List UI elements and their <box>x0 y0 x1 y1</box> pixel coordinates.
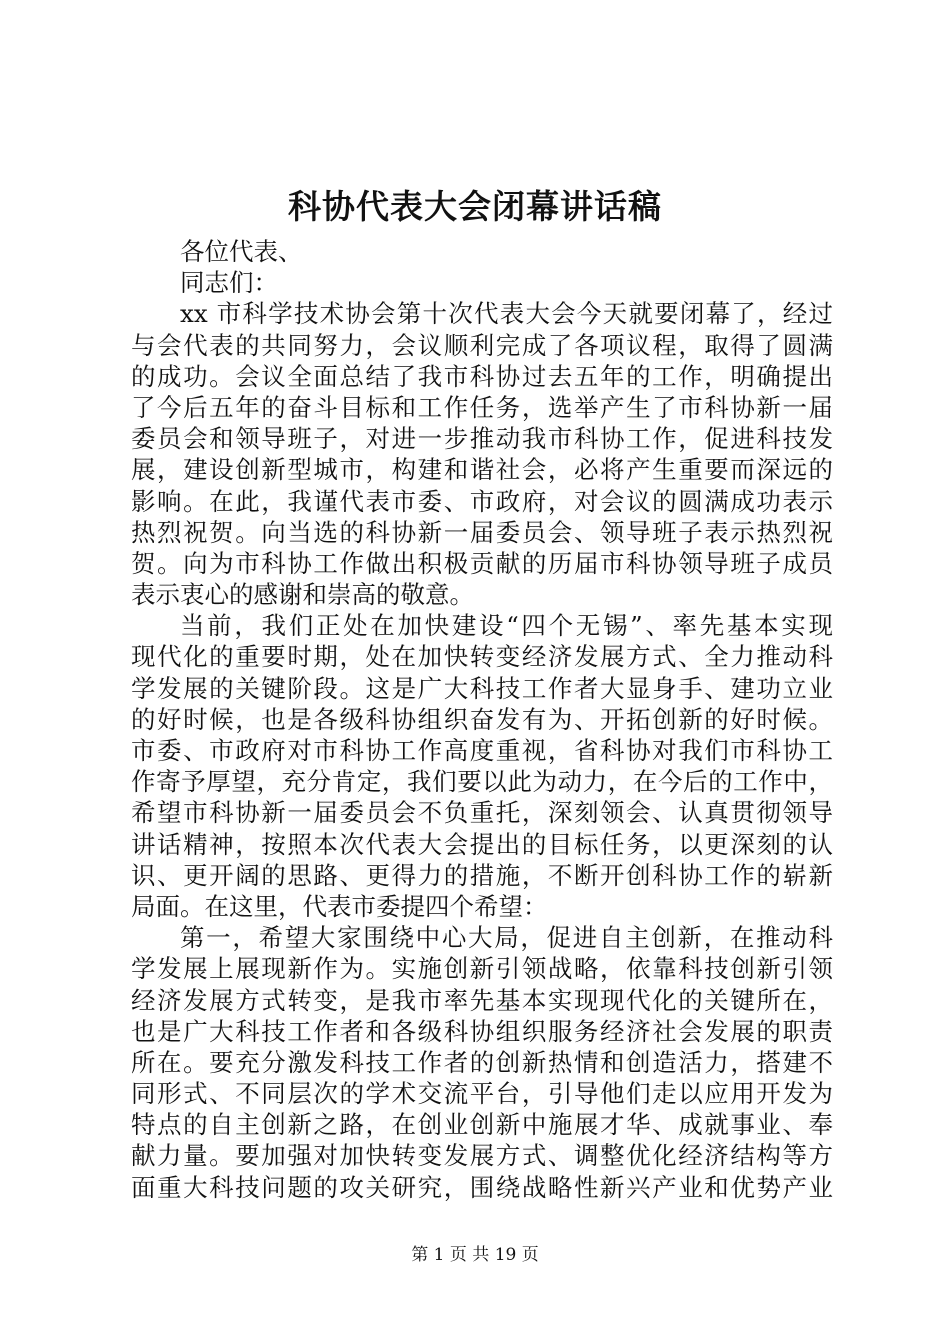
paragraph-line: xx 市科学技术协会第十次代表大会今天就要闭幕了，经过 <box>180 299 833 329</box>
paragraph-line: 影响。在此，我谨代表市委、市政府，对会议的圆满成功表示 <box>131 486 833 516</box>
paragraph-line: 的好时候，也是各级科协组织奋发有为、开拓创新的好时候。 <box>131 704 833 734</box>
paragraph-line: 与会代表的共同努力，会议顺利完成了各项议程，取得了圆满 <box>131 330 833 360</box>
paragraph-line: 所在。要充分激发科技工作者的创新热情和创造活力，搭建不 <box>131 1047 833 1077</box>
paragraph-line: 面重大科技问题的攻关研究，围绕战略性新兴产业和优势产业 <box>131 1172 833 1202</box>
paragraph-line: 委员会和领导班子，对进一步推动我市科协工作，促进科技发 <box>131 424 833 454</box>
paragraph-line: 献力量。要加强对加快转变发展方式、调整优化经济结构等方 <box>131 1141 833 1171</box>
paragraph-line: 的成功。会议全面总结了我市科协过去五年的工作，明确提出 <box>131 361 833 391</box>
paragraph-line: 作寄予厚望，充分肯定，我们要以此为动力，在今后的工作中， <box>131 767 833 797</box>
paragraph-line: 第一，希望大家围绕中心大局，促进自主创新，在推动科 <box>180 923 833 953</box>
paragraph-line: 同形式、不同层次的学术交流平台，引导他们走以应用开发为 <box>131 1079 833 1109</box>
document-body <box>131 236 833 1203</box>
paragraph-line: 市委、市政府对市科协工作高度重视，省科协对我们市科协工 <box>131 736 833 765</box>
paragraph-line: 也是广大科技工作者和各级科协组织服务经济社会发展的职责 <box>131 1016 833 1046</box>
salutation-line: 同志们： <box>180 268 278 298</box>
paragraph-line: 讲话精神，按照本次代表大会提出的目标任务，以更深刻的认 <box>131 829 833 859</box>
paragraph-line: 热烈祝贺。向当选的科协新一届委员会、领导班子表示热烈祝 <box>131 517 833 547</box>
paragraph-line: 现代化的重要时期，处在加快转变经济发展方式、全力推动科 <box>131 642 833 672</box>
paragraph-line: 表示衷心的感谢和崇高的敬意。 <box>131 580 474 610</box>
document-title: 科协代表大会闭幕讲话稿 <box>288 187 662 226</box>
paragraph-line: 特点的自主创新之路，在创业创新中施展才华、成就事业、奉 <box>131 1110 833 1140</box>
paragraph-line: 希望市科协新一届委员会不负重托，深刻领会、认真贯彻领导 <box>131 798 833 828</box>
paragraph-line: 了今后五年的奋斗目标和工作任务，选举产生了市科协新一届 <box>131 392 833 422</box>
paragraph-line: 当前，我们正处在加快建设“四个无锡”、率先基本实现 <box>180 611 833 641</box>
salutation-line: 各位代表、 <box>180 237 303 266</box>
paragraph-line: 贺。向为市科协工作做出积极贡献的历届市科协领导班子成员 <box>131 548 833 578</box>
paragraph-line: 局面。在这里，代表市委提四个希望： <box>131 891 548 921</box>
paragraph-line: 展，建设创新型城市，构建和谐社会，必将产生重要而深远的 <box>131 455 833 485</box>
paragraph-line: 学发展的关键阶段。这是广大科技工作者大显身手、建功立业 <box>131 673 833 703</box>
paragraph-line: 学发展上展现新作为。实施创新引领战略，依靠科技创新引领 <box>131 954 833 984</box>
paragraph-line: 识、更开阔的思路、更得力的措施，不断开创科协工作的崭新 <box>131 860 833 890</box>
paragraph-line: 经济发展方式转变，是我市率先基本实现现代化的关键所在， <box>131 985 833 1015</box>
page-footer: 第 1 页 共 19 页 <box>411 1245 539 1265</box>
